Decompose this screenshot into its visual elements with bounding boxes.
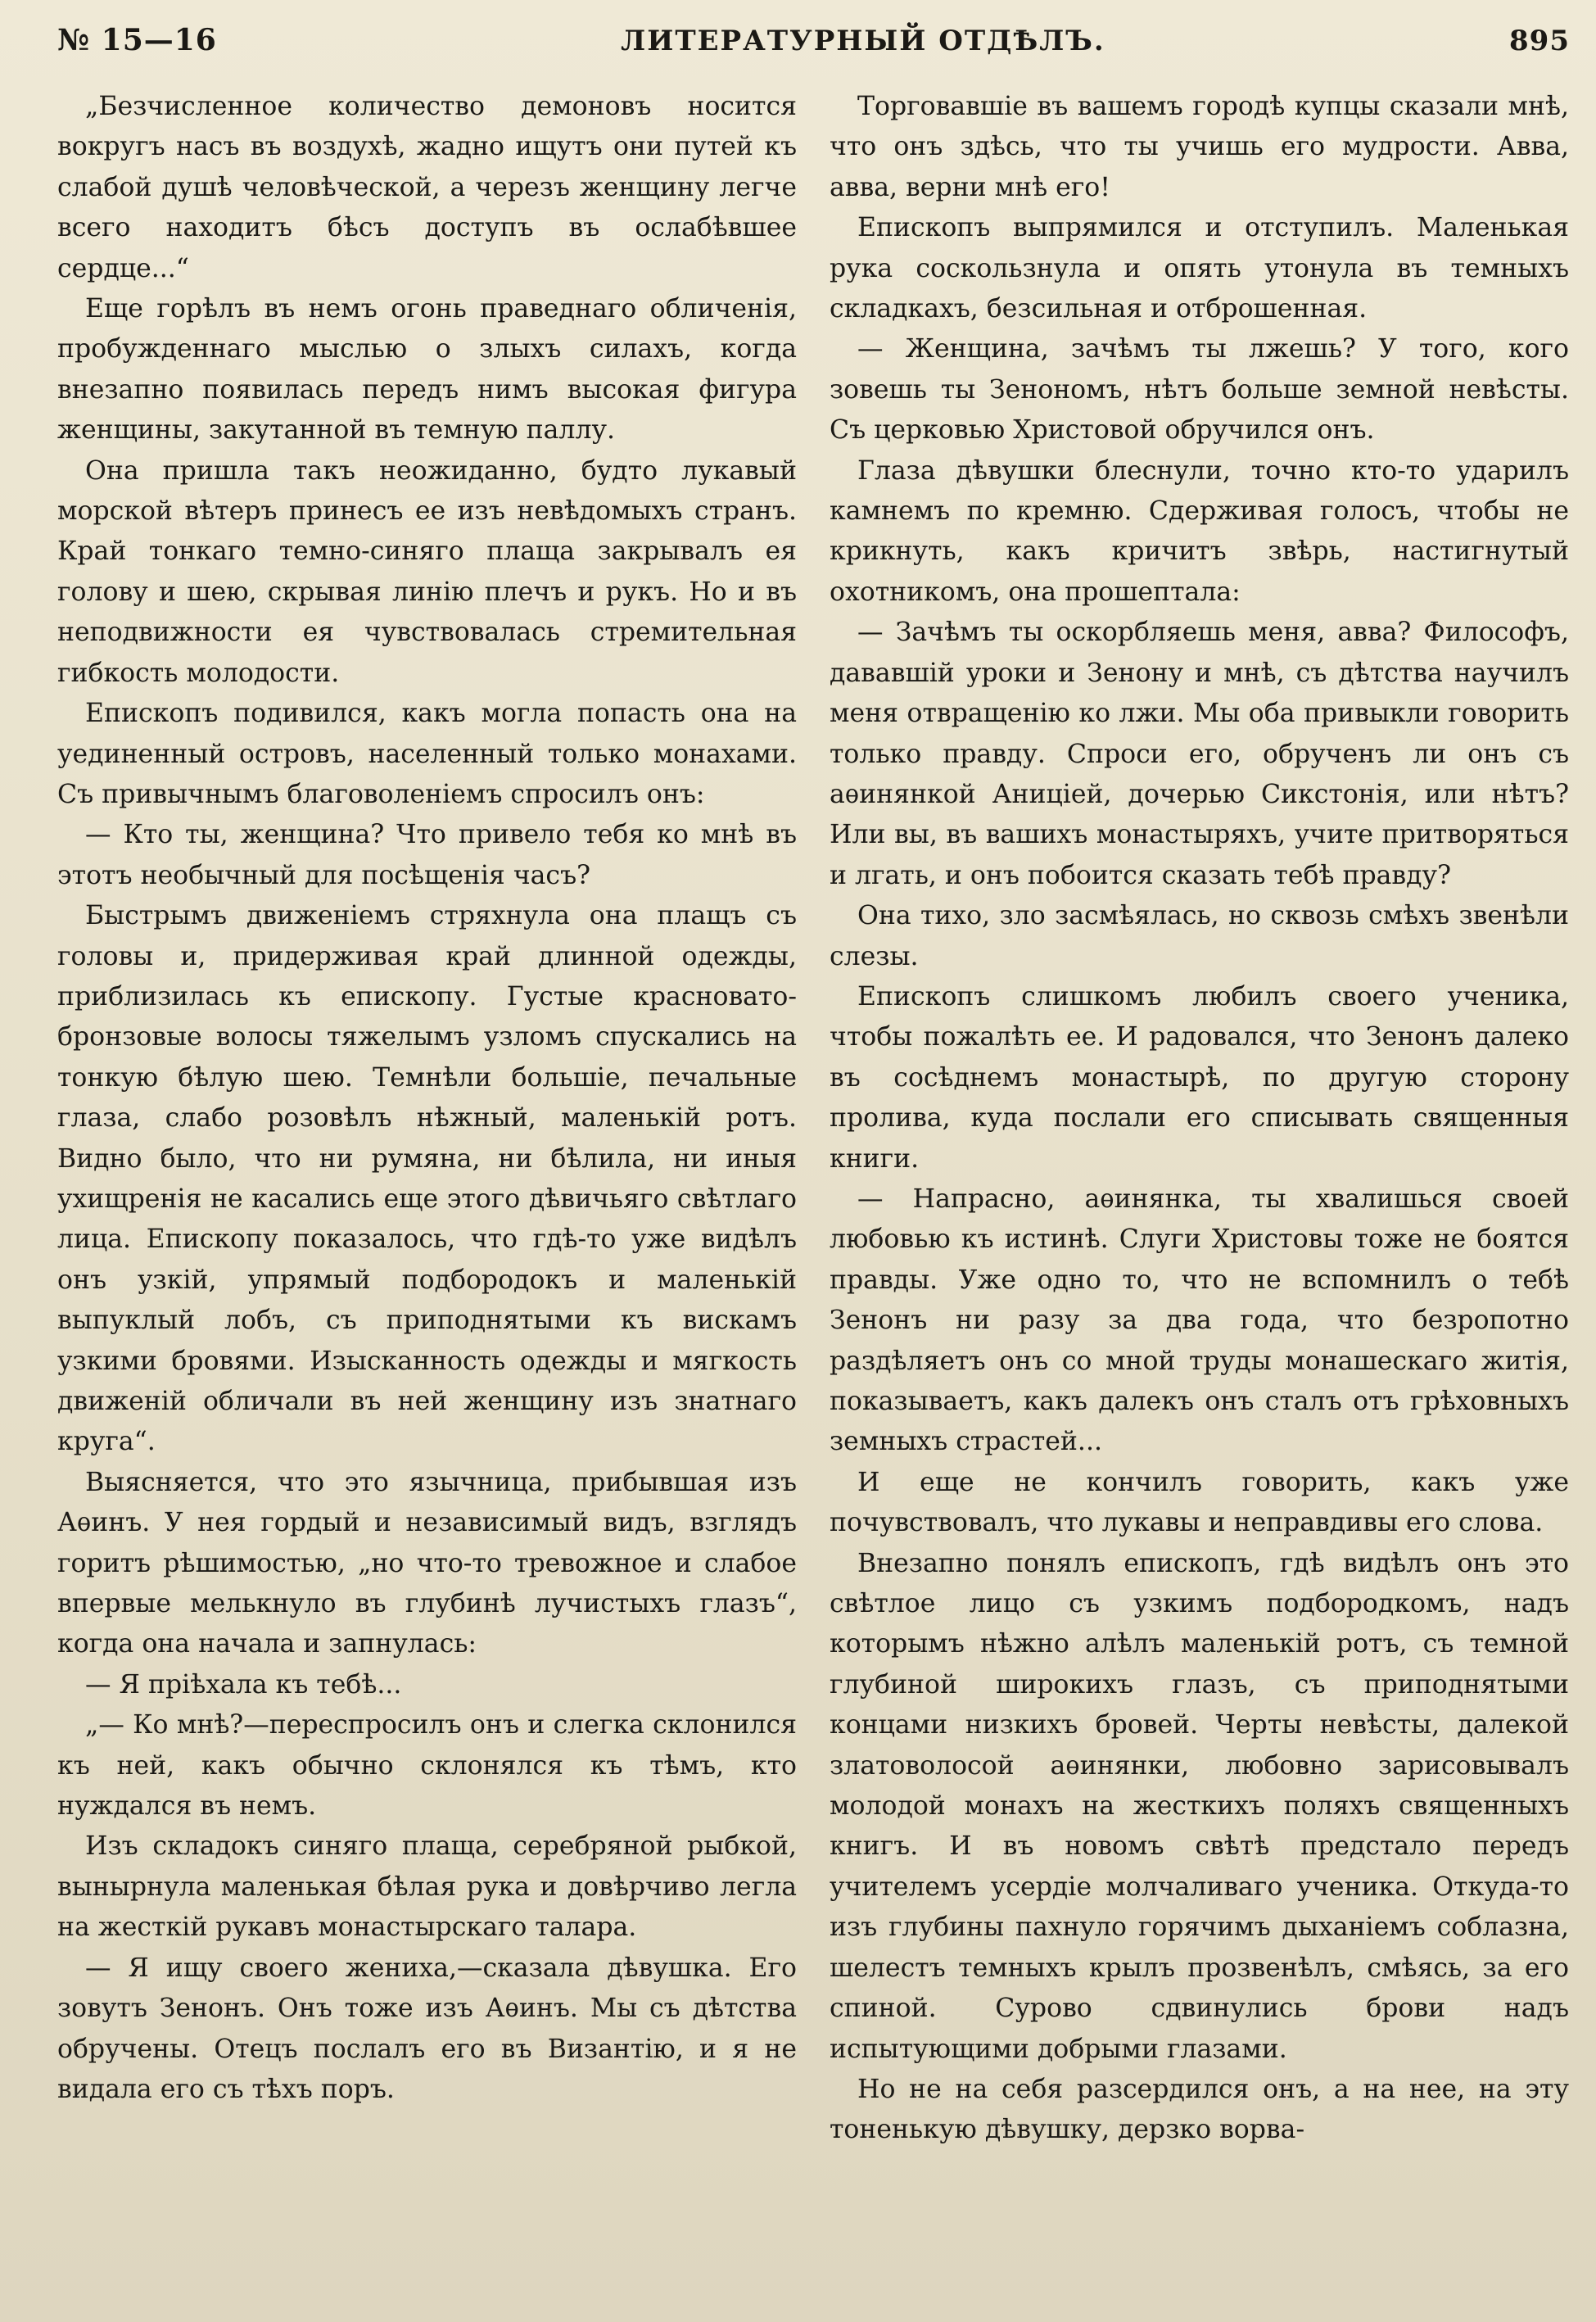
paragraph: — Я пріѣхала къ тебѣ... (85, 1669, 402, 1700)
left-column (57, 87, 797, 2151)
issue-number: № 15—16 (57, 23, 217, 57)
paragraph: „— Ко мнѣ?—переспросилъ онъ и слегка склонился къ ней, какъ обычно склонялся къ тѣмъ, кто нуждался въ немъ. (57, 1710, 797, 1822)
right-column (830, 87, 1569, 2151)
paragraph: „Безчисленное количество демоновъ носится вокругъ насъ въ воздухѣ, жадно ищутъ они путей къ слабой душѣ человѣческой, а черезъ женщину легче всего находитъ бѣсъ доступъ въ ослабѣвшее сердце...“ (57, 92, 797, 283)
paragraph: Она пришла такъ неожиданно, будто лукавый морской вѣтеръ принесъ ее изъ невѣдомыхъ странъ. Край тонкаго темно-синяго плаща закрывалъ ея голову и шею, скрывая линію плечъ и рукъ. Но и въ неподвижности ея чувствовалась стремительная гибкость молодости. (57, 455, 797, 688)
paragraph: Еще горѣлъ въ немъ огонь праведнаго обличенія, пробужденнаго мыслью о злыхъ силахъ, когда внезапно появилась передъ нимъ высокая фигура женщины, закутанной въ темную паллу. (57, 294, 797, 446)
paragraph: Внезапно понялъ епископъ, гдѣ видѣлъ онъ это свѣтлое лицо съ узкимъ подбородкомъ, надъ которымъ нѣжно алѣлъ маленькій ротъ, съ темной глубиной широкихъ глазъ, съ приподнятыми концами низкихъ бровей. Черты невѣсты, далекой златоволосой аѳинянки, любовно зарисовывалъ молодой монахъ на жесткихъ поляхъ священныхъ книгъ. И въ новомъ свѣтѣ предстало передъ учителемъ усердіе молчаливаго ученика. Откуда-то изъ глубины пахнуло горячимъ дыханіемъ соблазна, шелестъ темныхъ крылъ прозвенѣлъ, смѣясь, за его спиной. Сурово сдвинулись брови надъ испытующими добрыми глазами. (830, 1548, 1569, 2064)
paragraph: — Женщина, зачѣмъ ты лжешь? У того, кого зовешь ты Зенономъ, нѣтъ больше земной невѣсты. Съ церковью Христовой обручился онъ. (830, 334, 1569, 446)
paragraph: Быстрымъ движеніемъ стряхнула она плащъ съ головы и, придерживая край длинной одежды, приблизилась къ епископу. Густые красновато-бронзовые волосы тяжелымъ узломъ спускались на тонкую бѣлую шею. Темнѣли большіе, печальные глаза, слабо розовѣлъ нѣжный, маленькій ротъ. Видно было, что ни румяна, ни бѣлила, ни иныя ухищренія не касались еще этого дѣвичьяго свѣтлаго лица. Епископу показалось, что гдѣ-то уже видѣлъ онъ узкій, упрямый подбородокъ и маленькій выпуклый лобъ, съ приподнятыми къ вискамъ узкими бровями. Изысканность одежды и мягкость движеній обличали въ ней женщину изъ знатнаго круга“. (57, 901, 797, 1457)
section-title: ЛИТЕРАТУРНЫЙ ОТДѢЛЪ. (621, 25, 1105, 57)
paragraph: Епископъ слишкомъ любилъ своего ученика, чтобы пожалѣть ее. И радовался, что Зенонъ далеко въ сосѣднемъ монастырѣ, по другую сторону пролива, куда послали его списывать священныя книги. (830, 981, 1569, 1174)
paragraph: Глаза дѣвушки блеснули, точно кто-то ударилъ камнемъ по кремню. Сдерживая голосъ, чтобы не крикнуть, какъ кричитъ звѣрь, настигнутый охотникомъ, она прошептала: (830, 455, 1569, 607)
paragraph: Торговавшіе въ вашемъ городѣ купцы сказали мнѣ, что онъ здѣсь, что ты учишь его мудрости. Авва, авва, верни мнѣ его! (830, 92, 1569, 202)
paragraph: — Зачѣмъ ты оскорбляешь меня, авва? Философъ, дававшій уроки и Зенону и мнѣ, съ дѣтства научилъ меня отвращенію ко лжи. Мы оба привыкли говорить только правду. Спроси его, обрученъ ли онъ съ аѳинянкой Аниціей, дочерью Сикстонія, или нѣтъ? Или вы, въ вашихъ монастыряхъ, учите притворяться и лгать, и онъ побоится сказать тебѣ правду? (830, 618, 1569, 890)
paragraph: — Я ищу своего жениха,—сказала дѣвушка. Его зовутъ Зенонъ. Онъ тоже изъ Аѳинъ. Мы съ дѣтства обручены. Отецъ послалъ его въ Византію, и я не видала его съ тѣхъ поръ. (57, 1953, 797, 2104)
paragraph: Изъ складокъ синяго плаща, серебряной рыбкой, вынырнула маленькая бѣлая рука и довѣрчиво легла на жесткій рукавъ монастырскаго талара. (57, 1831, 797, 1943)
paragraph: И еще не кончилъ говорить, какъ уже почувствовалъ, что лукавы и неправдивы его слова. (830, 1467, 1569, 1538)
page-number: 895 (1509, 25, 1570, 57)
paragraph: Епископъ подивился, какъ могла попасть она на уединенный островъ, населенный только монахами. Съ привычнымъ благоволеніемъ спросилъ онъ: (57, 699, 797, 809)
text-columns (57, 87, 1570, 2151)
paragraph: Она тихо, зло засмѣялась, но сквозь смѣхъ звенѣли слезы. (830, 901, 1569, 971)
paragraph: — Напрасно, аѳинянка, ты хвалишься своей любовью къ истинѣ. Слуги Христовы тоже не боятся правды. Уже одно то, что не вспомнилъ о тебѣ Зенонъ ни разу за два года, что безропотно раздѣляетъ онъ со мной труды монашескаго житія, показываетъ, какъ далекъ онъ сталъ отъ грѣховныхъ земныхъ страстей... (830, 1184, 1569, 1457)
paragraph: Епископъ выпрямился и отступилъ. Маленькая рука соскользнула и опять утонула въ темныхъ складкахъ, безсильная и отброшенная. (830, 213, 1569, 324)
paragraph: — Кто ты, женщина? Что привело тебя ко мнѣ въ этотъ необычный для посѣщенія часъ? (57, 820, 797, 890)
paragraph: Выясняется, что это язычница, прибывшая изъ Аѳинъ. У нея гордый и независимый видъ, взглядъ горитъ рѣшимостью, „но что-то тревожное и слабое впервые мелькнуло въ глубинѣ лучистыхъ глазъ“, когда она начала и запнулась: (57, 1467, 797, 1659)
page-header (57, 23, 1570, 82)
paragraph: Но не на себя разсердился онъ, а на нее, на эту тоненькую дѣвушку, дерзко ворва- (830, 2074, 1569, 2145)
